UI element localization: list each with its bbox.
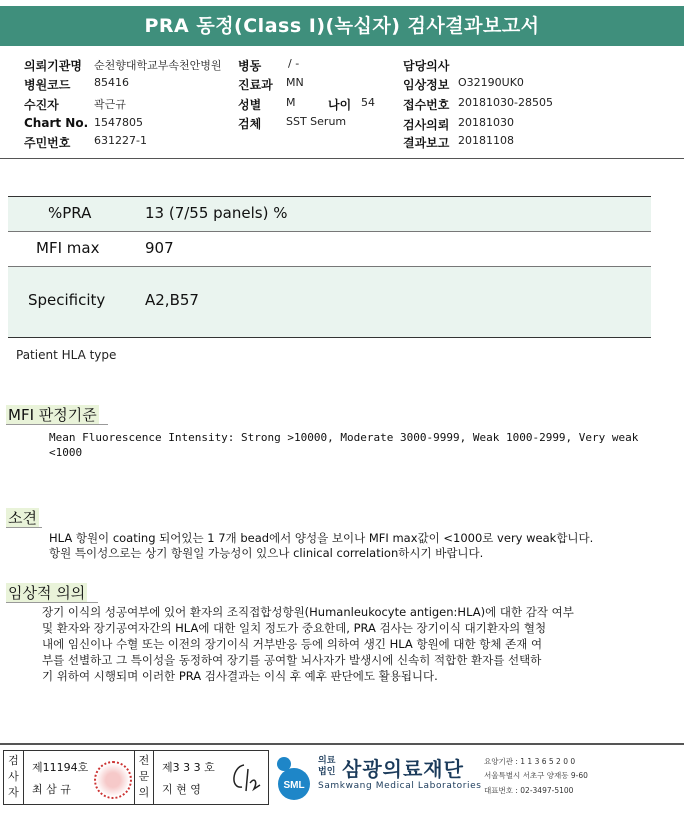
- org-address: 서울특별시 서초구 양재동 9-60: [484, 771, 588, 780]
- age-value: 54: [361, 96, 375, 109]
- svg-text:SML: SML: [283, 780, 305, 791]
- mfi-label: MFI max: [36, 239, 100, 257]
- patient-value: 곽근규: [94, 98, 126, 111]
- request-value: 20181030: [458, 116, 514, 129]
- dept-label: 진료과: [238, 78, 273, 92]
- chart-no-label: Chart No.: [24, 116, 89, 130]
- clinical-heading-underline: [6, 602, 98, 603]
- dept-value: MN: [286, 76, 304, 89]
- report-date-value: 20181108: [458, 134, 514, 147]
- sex-label: 성별: [238, 98, 262, 112]
- org-code: 요양기관 : 1 1 3 6 5 2 0 0: [484, 757, 576, 766]
- hospital-code-label: 병원코드: [24, 78, 71, 92]
- patient-label: 수진자: [24, 98, 59, 112]
- mfi-criteria-heading: MFI 판정기준: [8, 406, 97, 424]
- mfi-value: 907: [145, 239, 174, 257]
- specificity-row: [8, 267, 651, 337]
- report-date-label: 결과보고: [403, 136, 450, 150]
- doctor-label: 담당의사: [403, 59, 450, 73]
- mfi-criteria-line-1: Mean Fluorescence Intensity: Strong >10000, Moderate 3000-9999, Weak 1000-2999, Very weak: [49, 431, 639, 444]
- pra-label: %PRA: [48, 204, 92, 222]
- clinical-line-1: 장기 이식의 성공여부에 있어 환자의 조직접합성항원(Humanleukocyte antigen:HLA)에 대한 감작 여부: [42, 605, 574, 619]
- footer-divider: [0, 743, 684, 745]
- mfi-criteria-line-2: <1000: [49, 446, 83, 459]
- specificity-value: A2,B57: [145, 291, 199, 309]
- org-name: 삼광의료재단: [342, 757, 464, 781]
- clinical-line-4: 부를 선별하고 그 특이성을 동정하여 장기를 공여할 뇌사자가 발생시에 신속히 적합한 환자를 선택하: [42, 653, 542, 667]
- rrn-label: 주민번호: [24, 136, 71, 150]
- specimen-label: 검체: [238, 117, 262, 131]
- examiner-seal-icon: [94, 761, 132, 799]
- examiner-name: 최 삼 규: [32, 783, 71, 796]
- report-title: PRA 동정(Class I)(녹십자) 검사결과보고서: [0, 6, 684, 46]
- clinical-line-3: 내에 임신이나 수혈 또는 이전의 장기이식 거부반응 등에 의하여 생긴 HLA 항원에 대한 항체 존재 여: [42, 637, 543, 651]
- findings-line-2: 항원 특이성으로는 상기 항원일 가능성이 있으나 clinical correlation하시기 바랍니다.: [49, 546, 484, 560]
- specimen-value: SST Serum: [286, 115, 347, 128]
- sml-logo-icon: [270, 752, 312, 802]
- receipt-value: 20181030-28505: [458, 96, 553, 109]
- clinical-significance-heading: 임상적 의의: [8, 584, 86, 602]
- mfi-heading-underline: [6, 424, 108, 425]
- org-english-name: Samkwang Medical Laboratories: [318, 781, 482, 791]
- findings-heading: 소견: [8, 509, 37, 527]
- request-label: 검사의뢰: [403, 118, 450, 132]
- hospital-code-value: 85416: [94, 76, 129, 89]
- ward-value: / -: [288, 57, 300, 70]
- ward-label: 병동: [238, 59, 262, 73]
- patient-hla-label: Patient HLA type: [16, 348, 117, 362]
- org-prefix: 의료 법인: [318, 756, 336, 777]
- specialist-license: 제3 3 3 호: [162, 761, 215, 774]
- header-divider: [0, 158, 684, 159]
- specialist-signature-icon: [224, 757, 264, 797]
- examiner-license: 제11194호: [32, 761, 89, 774]
- clinical-line-2: 및 환자와 장기공여자간의 HLA에 대한 일치 정도가 중요한데, PRA 검사는 장기이식 대기환자의 혈청: [42, 621, 547, 635]
- findings-heading-underline: [6, 527, 42, 528]
- org-phone: 대표번호 : 02-3497-5100: [484, 786, 574, 795]
- institution-label: 의뢰기관명: [24, 59, 82, 73]
- pra-row: [8, 197, 651, 231]
- age-label: 나이: [328, 98, 352, 112]
- pra-value: 13 (7/55 panels) %: [145, 204, 288, 222]
- receipt-label: 접수번호: [403, 98, 450, 112]
- clinical-info-value: O32190UK0: [458, 76, 524, 89]
- result-bottom-border: [8, 337, 651, 338]
- examiner-label: 검 사 자: [4, 751, 24, 804]
- specialist-label: 전 문 의: [134, 751, 154, 804]
- specificity-label: Specificity: [28, 291, 106, 309]
- sex-value: M: [286, 96, 296, 109]
- signature-box: [3, 750, 269, 805]
- findings-line-1: HLA 항원이 coating 되어있는 1 7개 bead에서 양성을 보이나 MFI max값이 <1000로 very weak합니다.: [49, 531, 594, 545]
- institution-value: 순천향대학교부속천안병원: [94, 59, 222, 72]
- clinical-line-5: 기 위하여 시행되며 이러한 PRA 검사결과는 이식 후 예후 판단에도 활용됩니다.: [42, 669, 438, 683]
- specialist-name: 지 현 영: [162, 783, 201, 796]
- clinical-info-label: 임상정보: [403, 78, 450, 92]
- chart-no-value: 1547805: [94, 116, 143, 129]
- mfi-row: [8, 232, 651, 266]
- rrn-value: 631227-1: [94, 134, 147, 147]
